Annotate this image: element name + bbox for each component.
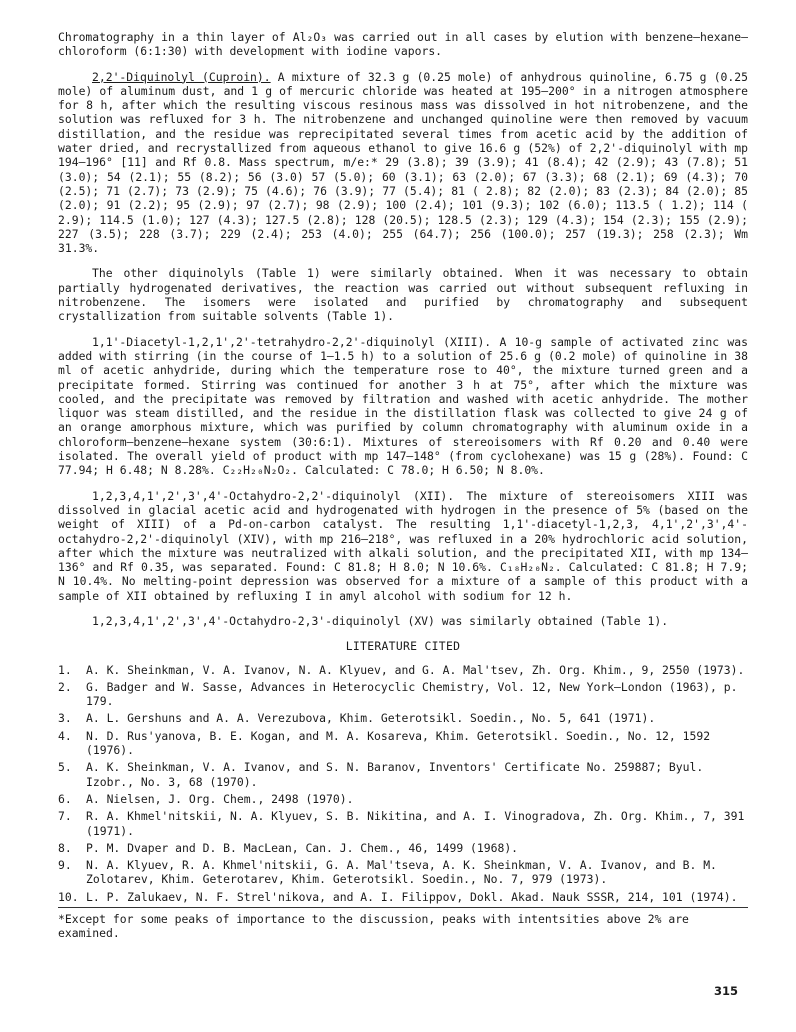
- reference-item: [58, 711, 748, 725]
- footnote: *Except for some peaks of importance to the discussion, peaks with intentsities above 2% are examined.: [58, 912, 689, 941]
- para-diacetyl: 1,1'-Diacetyl-1,2,1',2'-tetrahydro-2,2'-diquinolyl (XIII). A 10-g sample of activated zinc was added with stirring (in the course of 1–1.5 h) to a solution of 25.6 g (0.2 mole) of quinoline in 38 ml of acetic anhydride, during which the temperature rose to 40°, the mixture turned green and a precipitate formed. Stirring was continued for another 3 h at 75°, after which the mixture was cooled, and the precipitate was removed by filtration and washed with acetic anhydride. The mother liquor was steam distilled, and the residue in the distillation flask was collected to give 24 g of an orange amorphous mixture, which was purified by column chromatography with aluminum oxide in a chloroform–benzene–hexane system (30:6:1). Mixtures of stereoisomers with Rf 0.20 and 0.40 were isolated. The overall yield of product with mp 147–148° (from cyclohexane) was 15 g (28%). Found: C 77.94; H 6.48; N 8.28%. C₂₂H₂₀N₂O₂. Calculated: C 78.0; H 6.50; N 8.0%.: [58, 334, 748, 478]
- reference-number: 5.: [58, 760, 72, 775]
- reference-text: A. K. Sheinkman, V. A. Ivanov, and S. N. Baranov, Inventors' Certificate No. 259887; Byul. Izobr., No. 3, 68 (1970).: [86, 760, 704, 789]
- reference-number: 6.: [58, 791, 72, 806]
- reference-item: [58, 792, 748, 806]
- reference-number: 9.: [58, 858, 72, 873]
- reference-item: [58, 729, 748, 758]
- reference-number: 1.: [58, 662, 72, 677]
- page-number: 315: [713, 984, 738, 998]
- para-octahydro-xv: 1,2,3,4,1',2',3',4'-Octahydro-2,3'-diquinolyl (XV) was similarly obtained (Table 1).: [92, 613, 669, 628]
- reference-number: 8.: [58, 840, 72, 855]
- reference-text: A. L. Gershuns and A. A. Verezubova, Khim. Geterotsikl. Soedin., No. 5, 641 (1971).: [86, 711, 656, 726]
- cuproin-heading: 2,2'-Diquinolyl (Cuproin).: [92, 69, 271, 84]
- para-chromatography: Chromatography in a thin layer of Al₂O₃ was carried out in all cases by elution with benzene–hexane–chloroform (6:1:30) with development with iodine vapors.: [58, 30, 748, 59]
- reference-item: [58, 760, 748, 789]
- reference-list: [58, 663, 748, 904]
- reference-item: [58, 890, 748, 904]
- reference-number: 3.: [58, 711, 72, 726]
- reference-text: L. P. Zalukaev, N. F. Strel'nikova, and A. I. Filippov, Dokl. Akad. Nauk SSSR, 214, 101 (1974).: [86, 889, 738, 904]
- reference-text: N. A. Klyuev, R. A. Khmel'nitskii, G. A. Mal'tseva, A. K. Sheinkman, V. A. Ivanov, and B. M. Zolotarev, Khim. Geterotarev, Khim. Geterotsikl. Soedin., No. 7, 979 (1973).: [86, 858, 717, 887]
- para-other-diquinolyls: The other diquinolyls (Table 1) were similarly obtained. When it was necessary to obtain partially hydrogenated derivatives, the reaction was carried out without subsequent refluxing in nitrobenzene. The isomers were isolated and purified by chromatography and subsequent crystallization from suitable solvents (Table 1).: [58, 266, 748, 324]
- reference-text: A. Nielsen, J. Org. Chem., 2498 (1970).: [86, 791, 354, 806]
- literature-heading: LITERATURE CITED: [345, 639, 461, 654]
- article-body: [58, 30, 748, 941]
- reference-text: N. D. Rus'yanova, B. E. Kogan, and M. A. Kosareva, Khim. Geterotsikl. Soedin., No. 12, 1592 (1976).: [86, 728, 711, 758]
- para-octahydro-xii: 1,2,3,4,1',2',3',4'-Octahydro-2,2'-diquinolyl (XII). The mixture of stereoisomers XIII was dissolved in glacial acetic acid and hydrogenated with hydrogen in the presence of 5% (based on the weight of XIII) of a Pd-on-carbon catalyst. The resulting 1,1'-diacetyl-1,2,3, 4,1',2',3',4'-octahydro-2,2'-diquinolyl (XIV), with mp 216–218°, was refluxed in a 20% hydrochloric acid solution, after which the mixture was neutralized with alkali solution, and the precipitated XII, with mp 134–136° and Rf 0.35, was separated. Found: C 81.8; H 8.0; N 10.6%. C₁₈H₂₀N₂. Calculated: C 81.8; H 7.9; N 10.4%. No melting-point depression was observed for a mixture of a sample of this product with a sample of XII obtained by refluxing I in amyl alcohol with sodium for 12 h.: [58, 488, 748, 603]
- reference-text: A. K. Sheinkman, V. A. Ivanov, N. A. Klyuev, and G. A. Mal'tsev, Zh. Org. Khim., 9, 2550 (1973).: [86, 662, 745, 677]
- cuproin-body: A mixture of 32.3 g (0.25 mole) of anhydrous quinoline, 6.75 g (0.25 mole) of aluminum dust, and 1 g of mercuric chloride was heated at 195–200° in a nitrogen atmosphere for 8 h, after which the resulting viscous resinous mass was dissolved in hot nitrobenzene, and the solution was refluxed for 3 h. The nitrobenzene and unchanged quinoline were then removed by vacuum distillation, and the residue was reprecipitated several times from acetic acid by the addition of water dried, and recrystallized from aqueous ethanol to give 16.6 g (52%) of 2,2'-diquinolyl with mp 194–196° [11] and Rf 0.8. Mass spectrum, m/e:* 29 (3.8); 39 (3.9); 41 (8.4); 42 (2.9); 43 (7.8); 51 (3.0); 54 (2.1); 55 (8.2); 56 (3.0) 57 (5.0); 60 (3.1); 63 (2.0); 67 (3.3); 68 (2.1); 69 (4.3); 70 (2.5); 71 (2.7); 73 (2.9); 75 (4.6); 76 (3.9); 77 (5.4); 81 ( 2.8); 82 (2.0); 83 (2.3); 84 (2.0); 85 (2.0); 91 (2.2); 95 (2.9); 97 (2.7); 98 (2.9); 100 (2.4); 101 (9.3); 102 (6.0); 113.5 ( 1.2); 114 ( 2.9); 114.5 (1.0); 127 (4.3); 127.5 (2.8); 128 (20.5); 128.5 (2.3); 129 (4.3); 154 (2.3); 155 (2.9); 227 (3.5); 228 (3.7); 229 (2.4); 253 (4.0); 255 (64.7); 256 (100.0); 257 (19.3); 258 (2.3); Wm 31.3%.: [58, 69, 748, 256]
- reference-text: P. M. Dvaper and D. B. MacLean, Can. J. Chem., 46, 1499 (1968).: [86, 840, 519, 855]
- reference-text: G. Badger and W. Sasse, Advances in Heterocyclic Chemistry, Vol. 12, New York–London (1963), p. 179.: [86, 679, 738, 709]
- reference-item: [58, 841, 748, 855]
- reference-item: [58, 680, 748, 709]
- reference-item: [58, 809, 748, 838]
- reference-number: 10.: [58, 889, 79, 904]
- footnote-rule: [58, 907, 748, 908]
- reference-item: [58, 663, 748, 677]
- reference-number: 2.: [58, 679, 72, 694]
- reference-number: 7.: [58, 809, 72, 824]
- reference-number: 4.: [58, 728, 72, 743]
- para-cuproin: [58, 70, 748, 256]
- reference-item: [58, 858, 748, 887]
- reference-text: R. A. Khmel'nitskii, N. A. Klyuev, S. B. Nikitina, and A. I. Vinogradova, Zh. Org. Khim., 7, 391 (1971).: [86, 809, 745, 838]
